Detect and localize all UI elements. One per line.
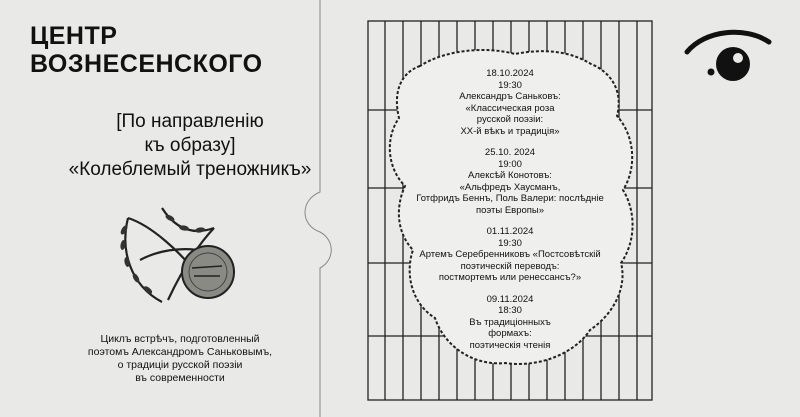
event-line: Алексѣй Конотовъ: (468, 170, 552, 181)
event-line: ХХ-й вѣкъ и традицiя» (460, 125, 560, 137)
caption-line-1: Циклъ встрѣчъ, подготовленный (100, 333, 260, 345)
eye-logo-icon (683, 20, 773, 95)
event-list (380, 68, 640, 361)
event-item (380, 226, 640, 284)
event-line: постмортемъ или ренессансъ?» (438, 272, 582, 283)
logo-line-1: ЦЕНТР (30, 22, 118, 50)
event-line: поэтическiй переводъ: (460, 260, 560, 272)
event-time: 19:30 (498, 79, 522, 91)
event-date: 09.11.2024 (486, 293, 534, 305)
event-line: «Классическая роза (465, 102, 555, 114)
event-time: 19:30 (498, 237, 522, 249)
event-time: 19:00 (498, 158, 522, 170)
event-time: 18:30 (498, 305, 522, 316)
caption-line-2: поэтомъ Александромъ Саньковымъ, (87, 346, 273, 358)
event-line: Александръ Саньковъ: (459, 91, 561, 102)
event-line: поэты Европы» (475, 204, 545, 216)
event-date: 25.10. 2024 (484, 147, 536, 158)
event-item (380, 294, 640, 352)
event-line: Въ традицiонныхъ (469, 316, 551, 328)
event-line: поэтическiя чтенiя (469, 339, 551, 351)
event-item (380, 147, 640, 216)
logo-line-2: ВОЗНЕСЕНСКОГО (30, 50, 263, 78)
event-line: Готфридъ Беннъ, Поль Валери: послѣднiе (416, 193, 604, 204)
title-line-3: «Колеблемый треножникъ» (68, 159, 312, 180)
title-line-1: [По направленiю (116, 111, 264, 132)
event-date: 01.11.2024 (486, 226, 534, 237)
event-line: Артемъ Серебренниковъ «Постсовѣтскiй (419, 249, 601, 260)
caption-line-4: въ современности (135, 372, 225, 384)
event-line: «Альфредъ Хаусманъ, (459, 181, 561, 193)
divider-line (0, 0, 340, 417)
caption-line-3: о традицiи русской поэзiи (117, 359, 243, 371)
event-item (380, 68, 640, 137)
title-line-2: къ образу] (144, 135, 236, 156)
event-line: русской поэзiи: (476, 114, 544, 125)
event-date: 18.10.2024 (486, 68, 534, 79)
event-line: формахъ: (488, 328, 532, 339)
